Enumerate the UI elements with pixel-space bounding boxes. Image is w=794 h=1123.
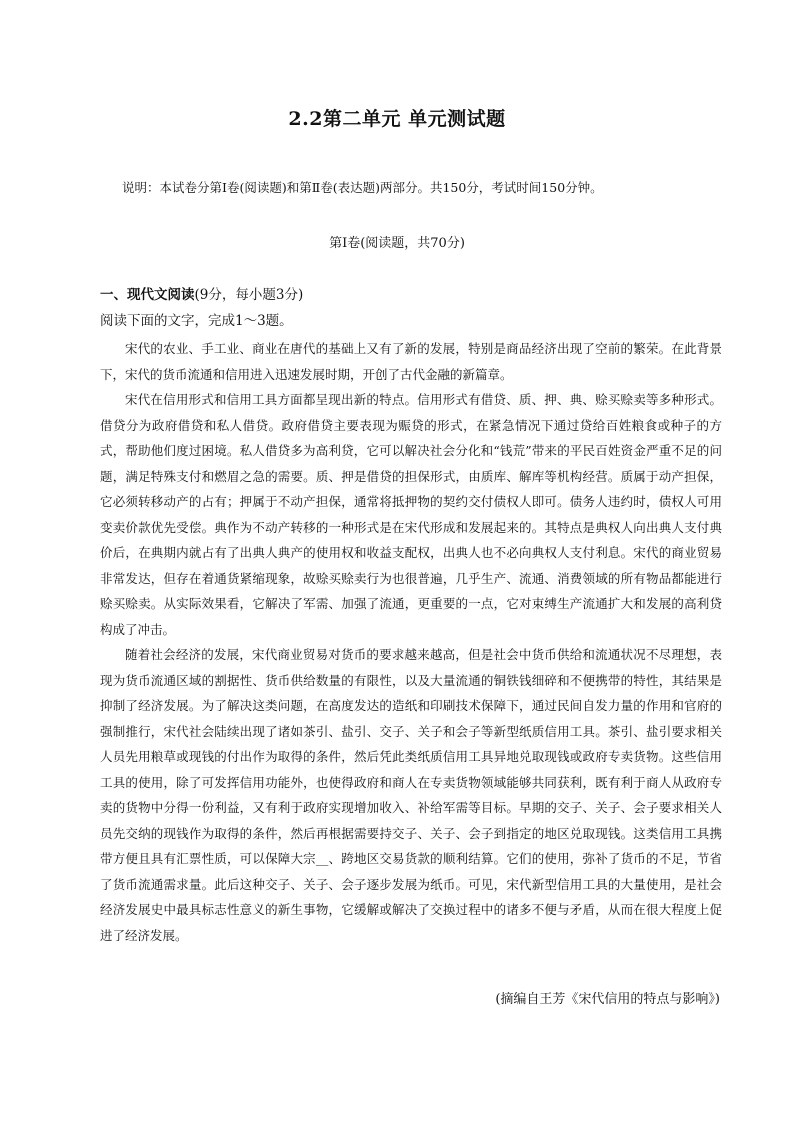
section-points: (9分，每小题3分)	[194, 287, 304, 303]
reading-instruction: 阅读下面的文字，完成1～3题。	[100, 313, 293, 329]
section-title: 一、现代文阅读	[100, 287, 195, 303]
passage-paragraph: 随着社会经济的发展，宋代商业贸易对货币的要求越来越高，但是社会中货币供给和流通状况不尽理想，表现为货币流通区域的割据性、货币供给数量的有限性，以及大量流通的铜铁钱细碎和不便携带的特性，其结果是抑制了经济发展。为了解决这类问题，在高度发达的造纸和印刷技术保障下，通过民间自发力量的作用和官府的强制推行，宋代社会陆续出现了诸如茶引、盐引、交子、关子和会子等新型纸质信用工具。茶引、盐引要求相关人员先用粮草或现钱的付出作为取得的条件，然后凭此类纸质信用工具异地兑取现钱或政府专卖货物。这些信用工具的使用，除了可发挥信用功能外，也使得政府和商人在专卖货物领域能够共同获利，既有利于商人从政府专卖的货物中分得一份利益，又有利于政府实现增加收入、补给军需等目标。早期的交子、关子、会子要求相关人员先交纳的现钱作为取得的条件，然后再根据需要持交子、关子、会子到指定的地区兑取现钱。这类信用工具携带方便且具有汇票性质，可以保障大宗__、跨地区交易货款的顺利结算。它们的使用，弥补了货币的不足，节省了货币流通需求量。此后这种交子、关子、会子逐步发展为纸币。可见，宋代新型信用工具的大量使用，是社会经济发展史中最具标志性意义的新生事物，它缓解或解决了交换过程中的诸多不便与矛盾，从而在很大程度上促进了经济发展。	[100, 647, 722, 943]
page-title: 2.2第二单元 单元测试题	[288, 108, 506, 130]
passage	[100, 336, 722, 948]
volume-title: 第Ⅰ卷(阅读题，共70分)	[329, 236, 465, 251]
section-heading	[100, 283, 303, 303]
passage-paragraph: 宋代的农业、手工业、商业在唐代的基础上又有了新的发展，特别是商品经济出现了空前的繁荣。在此背景下，宋代的货币流通和信用进入迅速发展时期，开创了古代金融的新篇章。	[100, 341, 722, 382]
passage-paragraph: 宋代在信用形式和信用工具方面都呈现出新的特点。信用形式有借贷、质、押、典、赊买赊卖等多种形式。借贷分为政府借贷和私人借贷。政府借贷主要表现为赈贷的形式，在紧急情况下通过贷给百姓粮食或种子的方式，帮助他们度过困境。私人借贷多为高利贷，它可以解决社会分化和“钱荒”带来的平民百姓资金严重不足的问题，满足特殊支付和燃眉之急的需要。质、押是借贷的担保形式，由质库、解库等机构经营。质属于动产担保，它必须转移动产的占有；押属于不动产担保，通常将抵押物的契约交付债权人即可。债务人违约时，债权人可用变卖价款优先受偿。典作为不动产转移的一种形式是在宋代形成和发展起来的。其特点是典权人向出典人支付典价后，在典期内就占有了出典人典产的使用权和收益支配权，出典人也不必向典权人支付利息。宋代的商业贸易非常发达，但存在着通货紧缩现象，故赊买赊卖行为也很普遍，几乎生产、流通、消费领域的所有物品都能进行赊买赊卖。从实际效果看，它解决了军需、加强了流通，更重要的一点，它对束缚生产流通扩大和发展的高利贷构成了冲击。	[100, 392, 722, 637]
passage-source: (摘编自王芳《宋代信用的特点与影响》)	[495, 992, 720, 1007]
exam-note: 说明：本试卷分第Ⅰ卷(阅读题)和第Ⅱ卷(表达题)两部分。共150分，考试时间150分钟。	[122, 180, 603, 195]
